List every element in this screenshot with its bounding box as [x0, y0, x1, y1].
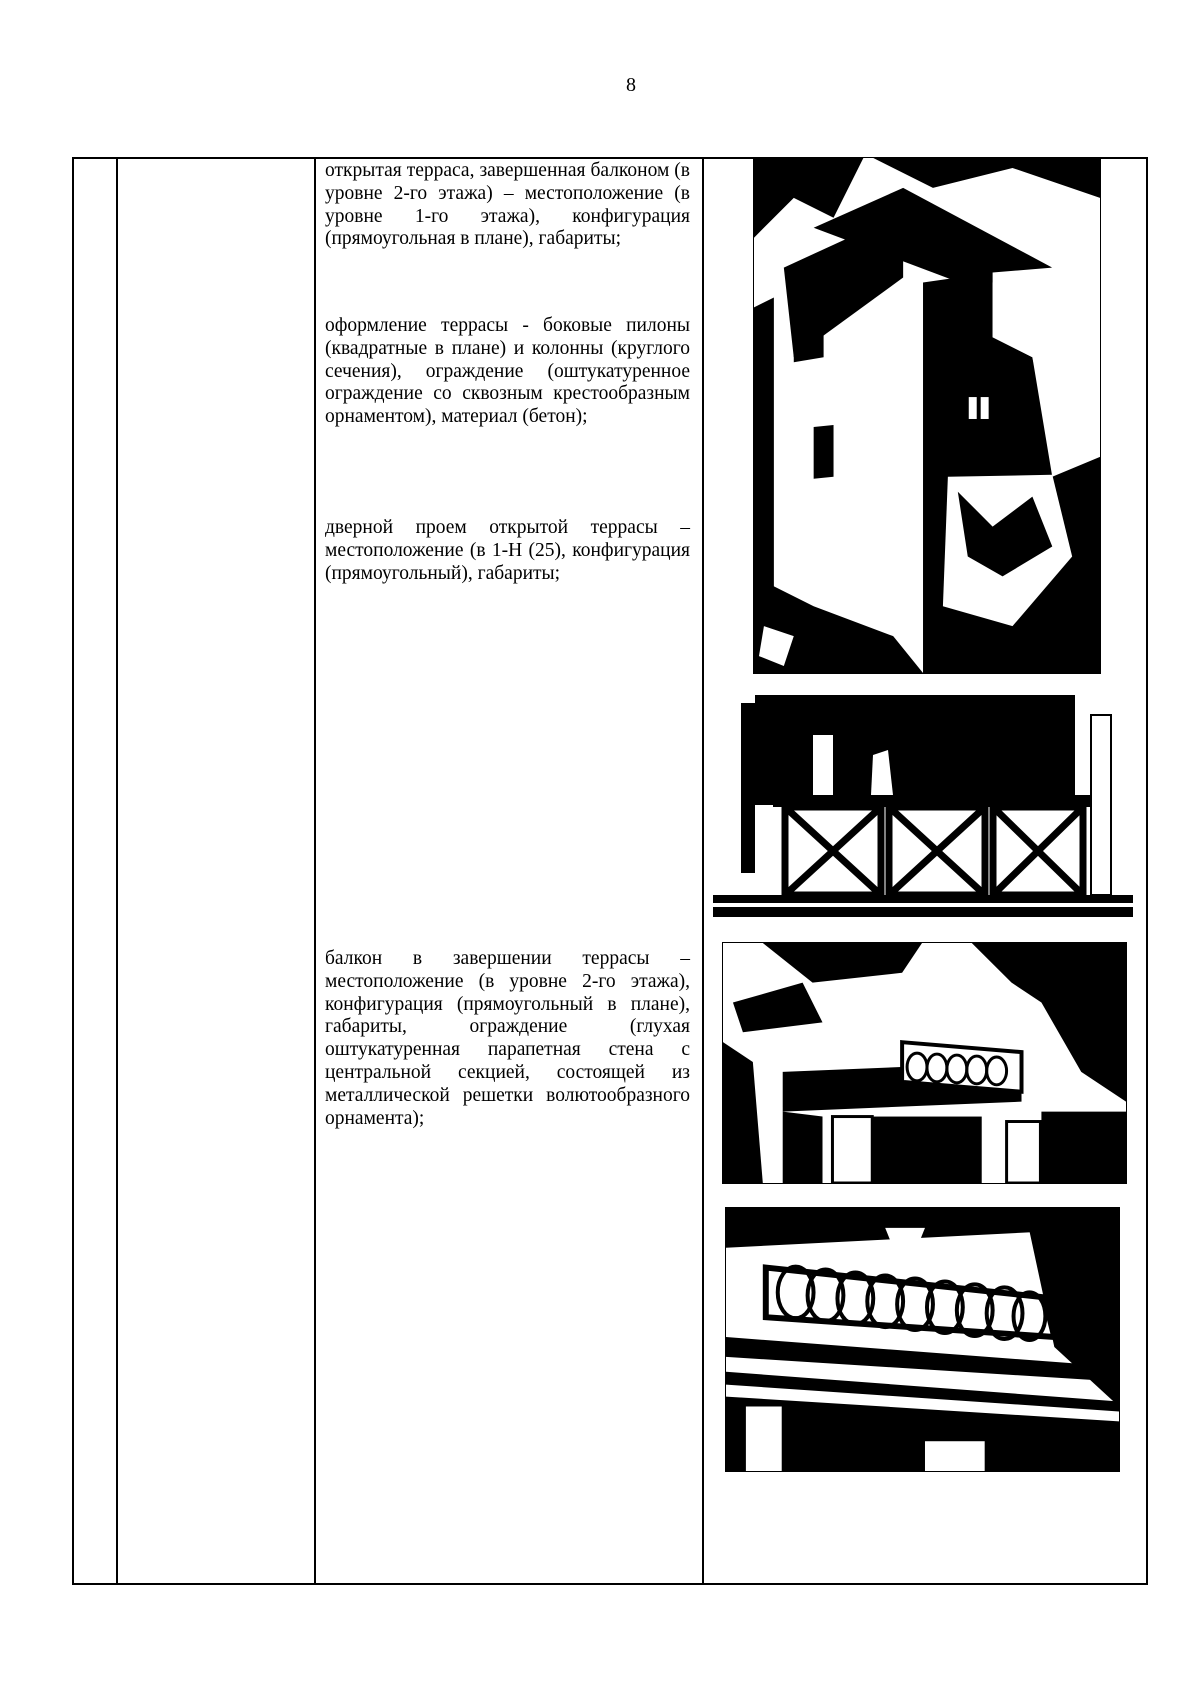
- photo-balcony: [722, 942, 1127, 1184]
- page-number: 8: [626, 74, 636, 96]
- paragraph-terrace: открытая терраса, завершенная балконом (в уровне 2-го этажа) – местоположение (в уровне 1-го этажа), конфигурация (прямоугольная в плане), габариты;: [325, 160, 690, 250]
- paragraph-balcony: балкон в завершении террасы – местоположение (в уровне 2-го этажа), конфигурация (прямоугольный в плане), габариты, ограждение (глухая оштукатуренная парапетная стена с центральной секцией, состоящей из металлической решетки волютообразного орнамента);: [325, 948, 690, 1129]
- paragraph-terrace-doorway: дверной проем открытой террасы – местоположение (в 1-Н (25), конфигурация (прямоугольный), габариты;: [325, 517, 690, 584]
- column-divider: [116, 159, 118, 1583]
- photo-balcony-grille: [725, 1207, 1120, 1472]
- column-divider: [314, 159, 316, 1583]
- paragraph-terrace-design: оформление террасы - боковые пилоны (квадратные в плане) и колонны (круглого сечения), ограждение (оштукатуренное ограждение со сквозным крестообразным орнаментом), материал (бетон);: [325, 315, 690, 428]
- photo-terrace-railing: [713, 695, 1133, 917]
- photo-terrace-building: [753, 157, 1101, 674]
- column-divider: [702, 159, 704, 1583]
